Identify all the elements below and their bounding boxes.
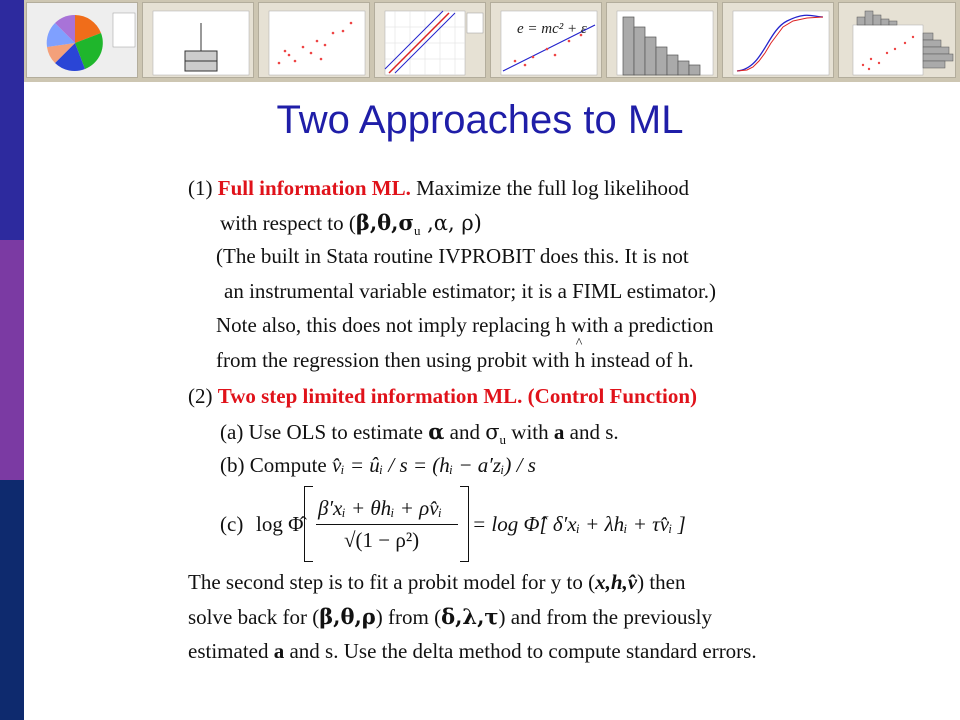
second-step-line (188, 570, 686, 595)
delta-method-a: a (273, 639, 285, 663)
step-a-and: and (444, 420, 486, 444)
scatter-icon (259, 3, 370, 78)
solve-back-from: ) from ( (375, 605, 442, 629)
parameters-symbols: β,θ,σ (355, 210, 414, 235)
regression-prefix: from the regression then using probit with (216, 348, 575, 372)
cdf-icon (723, 3, 834, 78)
histogram-icon (607, 3, 718, 78)
approach-2-heading: Two step limited information ML. (Control Function) (217, 384, 698, 408)
probability-plot-thumbnail (374, 2, 486, 78)
scatter-thumbnail (258, 2, 370, 78)
slide-title: Two Approaches to ML (276, 98, 684, 142)
parameters-line (220, 210, 482, 239)
step-c-label: (c) (220, 512, 244, 536)
regression-suffix: instead of h. (585, 348, 694, 372)
boxplot-icon (143, 3, 254, 78)
parameters-subscript: u (413, 223, 421, 239)
accent-block-bottom (0, 480, 24, 720)
step-c-denominator: √(1 − ρ²) (344, 528, 420, 552)
marginal-plot-thumbnail (838, 2, 956, 78)
delta-method-prefix: estimated (188, 639, 274, 663)
step-b-equation: v̂ᵢ = ûᵢ / s = (hᵢ − a′zᵢ) / s (331, 453, 536, 477)
pie-chart-icon (27, 3, 138, 78)
a-vector: a (553, 420, 565, 444)
fraction-bar (316, 524, 458, 525)
step-a-line (220, 419, 619, 448)
left-bracket (304, 486, 313, 562)
approach-2-number: (2) (188, 384, 218, 408)
step-c-numerator: β′xᵢ + θhᵢ + ρv̂ᵢ (318, 496, 442, 520)
note-line: Note also, this does not imply replacing h with a prediction (216, 313, 714, 337)
marginal-plot-icon (839, 3, 956, 78)
step-c-rhs: = log Φ̂[ δ′xᵢ + λhᵢ + τv̂ᵢ ] (472, 512, 686, 536)
sigma-symbol: σ (485, 420, 500, 444)
formula-text: e = mc² + ε (517, 21, 587, 37)
empirical-cdf-thumbnail (722, 2, 834, 78)
solve-back-params: β,θ,ρ (319, 604, 376, 629)
approach-1-text: Maximize the full log likelihood (410, 176, 690, 200)
second-step-prefix: The second step is to fit a probit model for y to ( (188, 570, 596, 594)
step-c-log: log Φ̂ (256, 512, 304, 536)
parameters-prefix: with respect to ( (220, 211, 356, 235)
pie-chart-thumbnail (26, 2, 138, 78)
probability-plot-icon (375, 3, 486, 78)
solve-back-estimates: δ,λ,τ (441, 604, 499, 629)
histogram-thumbnail (606, 2, 718, 78)
sigma-subscript: u (499, 432, 507, 448)
approach-1-line (188, 176, 689, 201)
approach-1-heading: Full information ML. (217, 176, 411, 200)
solve-back-prefix: solve back for ( (188, 605, 320, 629)
parameters-suffix: ,α, ρ) (420, 211, 482, 235)
accent-block-middle (0, 240, 24, 480)
second-step-suffix: ) then (637, 570, 686, 594)
delta-method-line (188, 639, 757, 664)
approach-1-number: (1) (188, 176, 218, 200)
fitted-line-thumbnail (490, 2, 602, 78)
step-a-suffix: and s. (564, 420, 619, 444)
regression-line (216, 348, 694, 373)
fitted-line-icon (491, 3, 602, 78)
solve-back-line (188, 604, 712, 630)
h-hat: ^ h (575, 348, 586, 373)
fiml-note-line: an instrumental variable estimator; it is a FIML estimator.) (224, 279, 717, 303)
solve-back-suffix: ) and from the previously (498, 605, 712, 629)
step-b-line (220, 453, 536, 478)
step-a-prefix: (a) Use OLS to estimate (220, 420, 429, 444)
thumbnail-strip (24, 0, 960, 82)
right-bracket (460, 486, 469, 562)
approach-2-line (188, 384, 697, 409)
step-a-with: with (506, 420, 554, 444)
step-b-prefix: (b) Compute (220, 453, 332, 477)
delta-method-suffix: and s. Use the delta method to compute standard errors. (284, 639, 757, 663)
second-step-vars: x,h,v̂ (595, 570, 638, 594)
alpha-symbol: α (428, 419, 445, 444)
boxplot-thumbnail (142, 2, 254, 78)
stata-note-line: (The built in Stata routine IVPROBIT does this. It is not (216, 244, 689, 268)
